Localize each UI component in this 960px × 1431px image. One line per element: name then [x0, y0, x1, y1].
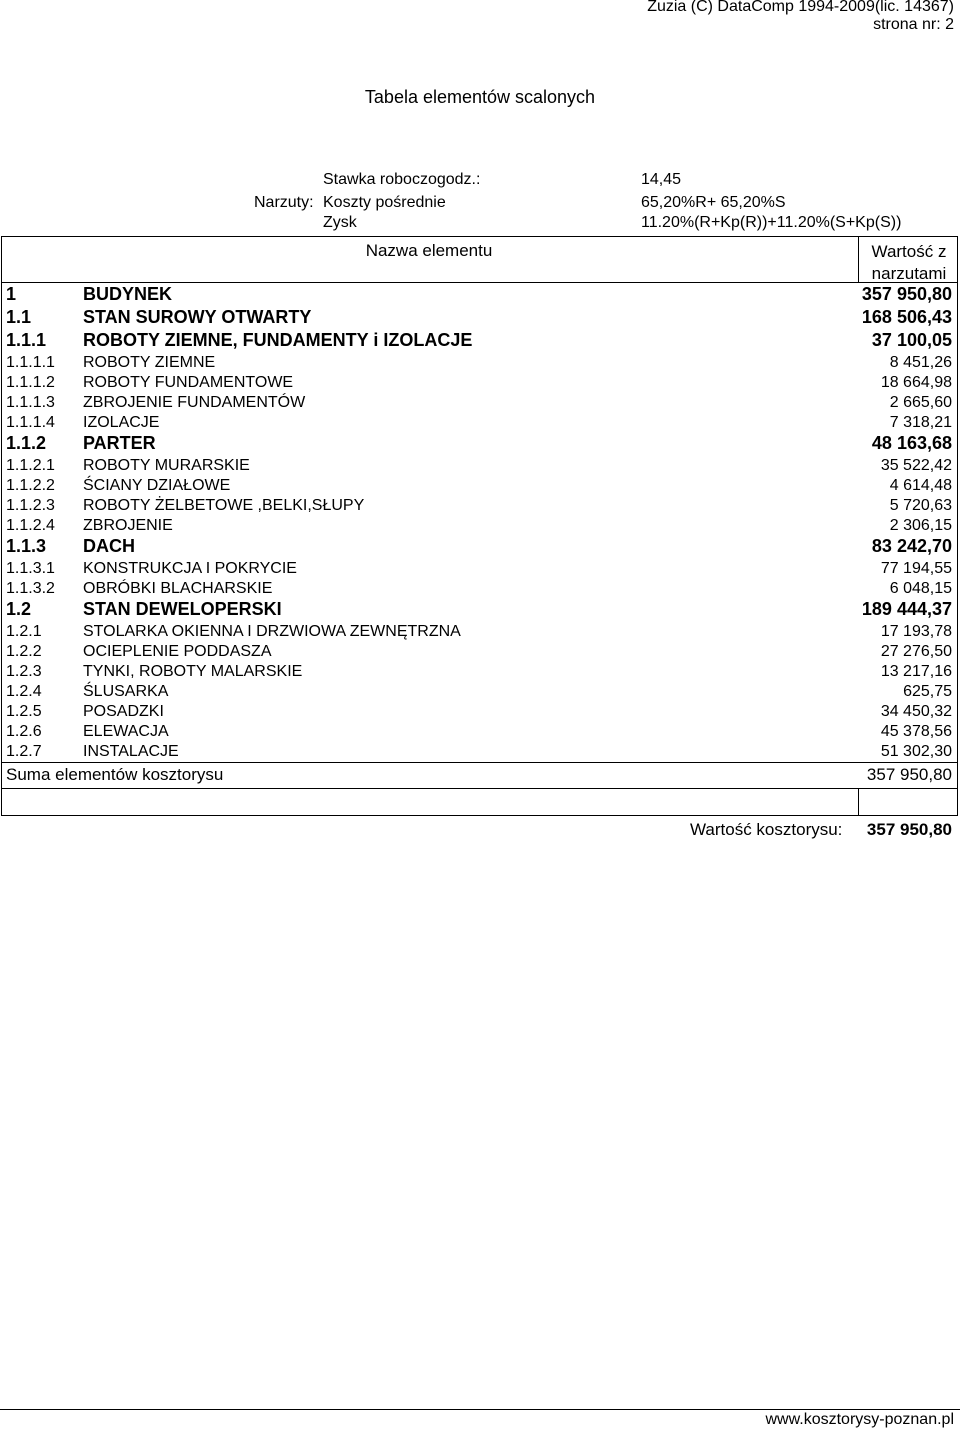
- table-row: [0, 536, 960, 559]
- table-row: [0, 373, 960, 393]
- row-number: 1: [6, 284, 17, 304]
- column-header-value: Wartość z narzutami: [871, 242, 947, 283]
- row-value: 35 522,42: [880, 457, 952, 474]
- row-name: DACH: [83, 536, 135, 556]
- row-value: 6 048,15: [889, 580, 952, 597]
- table-row: [0, 622, 960, 642]
- row-number: 1.1.1.4: [6, 414, 55, 431]
- row-name: ZBROJENIE FUNDAMENTÓW: [83, 394, 306, 411]
- row-number: 1.1.1.2: [6, 374, 55, 391]
- row-number: 1.2.3: [6, 663, 42, 680]
- row-number: 1.1: [6, 307, 32, 327]
- page-number: strona nr: 2: [873, 16, 954, 33]
- row-value: 51 302,30: [880, 743, 952, 760]
- profit-value: 11.20%(R+Kp(R))+11.20%(S+Kp(S)): [641, 214, 902, 231]
- row-name: ROBOTY ZIEMNE: [83, 354, 216, 371]
- program-info: Zuzia (C) DataComp 1994-2009(lic. 14367): [647, 0, 954, 15]
- table-row: [0, 330, 960, 353]
- row-value: 17 193,78: [880, 623, 952, 640]
- header-column-divider: [858, 236, 859, 283]
- table-row: [0, 702, 960, 722]
- row-number: 1.1.3: [6, 536, 47, 556]
- row-number: 1.2.1: [6, 623, 42, 640]
- table-row: [0, 516, 960, 536]
- table-row: [0, 456, 960, 476]
- row-value: 357 950,80: [861, 284, 952, 304]
- row-name: ŚCIANY DZIAŁOWE: [83, 477, 231, 494]
- row-value: 45 378,56: [880, 723, 952, 740]
- row-value: 27 276,50: [880, 643, 952, 660]
- row-number: 1.1.1.3: [6, 394, 55, 411]
- row-value: 13 217,16: [880, 663, 952, 680]
- row-name: ROBOTY FUNDAMENTOWE: [83, 374, 294, 391]
- table-row: [0, 307, 960, 330]
- table-row: [0, 496, 960, 516]
- row-value: 77 194,55: [880, 560, 952, 577]
- row-name: TYNKI, ROBOTY MALARSKIE: [83, 663, 303, 680]
- row-number: 1.2.4: [6, 683, 42, 700]
- hourly-rate-value: 14,45: [641, 171, 682, 188]
- indirect-costs-label: Koszty pośrednie: [323, 194, 446, 211]
- row-value: 168 506,43: [861, 307, 952, 327]
- row-name: ROBOTY ŻELBETOWE ,BELKI,SŁUPY: [83, 497, 365, 514]
- column-header-name: Nazwa elementu: [365, 241, 493, 260]
- row-number: 1.1.1: [6, 330, 47, 350]
- row-value: 625,75: [903, 683, 952, 700]
- row-name: STAN SUROWY OTWARTY: [83, 307, 312, 327]
- row-name: ZBROJENIE: [83, 517, 173, 534]
- table-row: [0, 599, 960, 622]
- summary-bottom-border: [1, 788, 958, 789]
- profit-label: Zysk: [323, 214, 357, 231]
- row-value: 189 444,37: [861, 599, 952, 619]
- table-top-border: [1, 236, 958, 237]
- markups-label: Narzuty:: [254, 194, 314, 211]
- hourly-rate-label: Stawka roboczogodz.:: [323, 171, 481, 188]
- table-row: [0, 433, 960, 456]
- row-number: 1.1.2.2: [6, 477, 55, 494]
- row-number: 1.2.5: [6, 703, 42, 720]
- table-row: [0, 662, 960, 682]
- row-value: 2 665,60: [889, 394, 952, 411]
- footer-url: www.kosztorysy-poznan.pl: [765, 1411, 954, 1428]
- row-value: 5 720,63: [889, 497, 952, 514]
- row-name: POSADZKI: [83, 703, 164, 720]
- row-value: 48 163,68: [871, 433, 952, 453]
- row-name: ŚLUSARKA: [83, 683, 169, 700]
- table-row: [0, 742, 960, 762]
- row-name: PARTER: [83, 433, 156, 453]
- row-name: STOLARKA OKIENNA I DRZWIOWA ZEWNĘTRZNA: [83, 623, 461, 640]
- row-name: BUDYNEK: [83, 284, 173, 304]
- total-value: 357 950,80: [866, 820, 952, 839]
- row-value: 7 318,21: [889, 414, 952, 431]
- row-number: 1.2: [6, 599, 32, 619]
- row-number: 1.1.3.2: [6, 580, 55, 597]
- footer-rule: [0, 1409, 960, 1410]
- table-row: [0, 642, 960, 662]
- table-body: [0, 284, 960, 762]
- row-name: STAN DEWELOPERSKI: [83, 599, 282, 619]
- table-row: [0, 722, 960, 742]
- row-value: 18 664,98: [880, 374, 952, 391]
- indirect-costs-value: 65,20%R+ 65,20%S: [641, 194, 786, 211]
- row-number: 1.1.2: [6, 433, 47, 453]
- row-name: ELEWACJA: [83, 723, 169, 740]
- row-name: INSTALACJE: [83, 743, 179, 760]
- total-column-divider: [858, 788, 859, 816]
- table-row: [0, 682, 960, 702]
- table-row: [0, 413, 960, 433]
- row-number: 1.1.3.1: [6, 560, 55, 577]
- row-number: 1.2.7: [6, 743, 42, 760]
- table-bottom-border: [1, 815, 958, 816]
- row-value: 83 242,70: [871, 536, 952, 556]
- row-value: 4 614,48: [889, 477, 952, 494]
- row-number: 1.1.2.3: [6, 497, 55, 514]
- row-name: ROBOTY ZIEMNE, FUNDAMENTY i IZOLACJE: [83, 330, 473, 350]
- table-row: [0, 476, 960, 496]
- table-row: [0, 393, 960, 413]
- row-number: 1.1.1.1: [6, 354, 55, 371]
- summary-label: Suma elementów kosztorysu: [6, 765, 224, 784]
- table-row: [0, 579, 960, 599]
- row-number: 1.1.2.4: [6, 517, 55, 534]
- row-number: 1.2.2: [6, 643, 42, 660]
- table-row: [0, 284, 960, 307]
- row-name: OBRÓBKI BLACHARSKIE: [83, 580, 273, 597]
- header-bottom-border: [1, 282, 958, 283]
- row-value: 2 306,15: [889, 517, 952, 534]
- summary-value: 357 950,80: [866, 765, 952, 784]
- row-value: 34 450,32: [880, 703, 952, 720]
- table-row: [0, 353, 960, 373]
- row-name: IZOLACJE: [83, 414, 160, 431]
- row-name: ROBOTY MURARSKIE: [83, 457, 250, 474]
- row-value: 37 100,05: [871, 330, 952, 350]
- row-number: 1.2.6: [6, 723, 42, 740]
- total-label: Wartość kosztorysu:: [690, 820, 843, 839]
- row-name: KONSTRUKCJA I POKRYCIE: [83, 560, 297, 577]
- row-name: OCIEPLENIE PODDASZA: [83, 643, 272, 660]
- row-value: 8 451,26: [889, 354, 952, 371]
- summary-top-border: [1, 762, 958, 763]
- document-title: Tabela elementów scalonych: [364, 87, 596, 107]
- table-row: [0, 559, 960, 579]
- row-number: 1.1.2.1: [6, 457, 55, 474]
